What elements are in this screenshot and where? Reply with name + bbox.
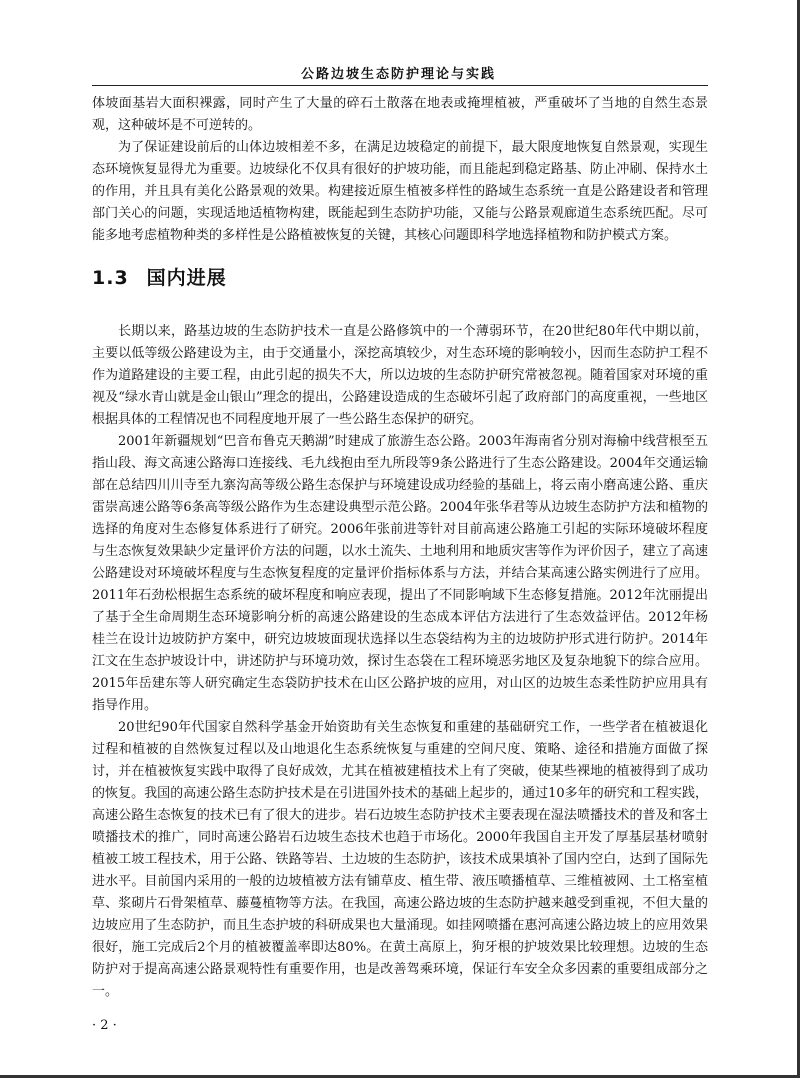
paragraph: 长期以来，路基边坡的生态防护技术一直是公路修筑中的一个薄弱环节，在20世纪80年代中期以前，主要以低等级公路建设为主，由于交通量小，深挖高填较少，对生态环境的影响较小，因而生态防护工程不作为道路建设的主要工程，由此引起的损失不大，所以边坡的生态防护研究常被忽视。随着国家对环境的重视及“绿水青山就是金山银山”理念的提出，公路建设造成的生态破坏引起了政府部门的高度重视，一些地区根据具体的工程情况也不同程度地开展了一些公路生态保护的研究。 <box>92 324 708 427</box>
running-header: 公路边坡生态防护理论与实践 <box>300 67 496 82</box>
section-title: 国内进展 <box>146 267 227 289</box>
paragraph: 2001年新疆规划“巴音布鲁克天鹅湖”时建成了旅游生态公路。2003年海南省分别对海榆中线营根至五指山段、海文高速公路海口连接线、毛九线抱由至九所段等9条公路进行了生态公路建设。2004年交通运输部在总结四川川寺至九寨沟高等级公路生态保护与环境建设成功经验的基础上，将云南小磨高速公路、重庆雷崇高速公路等6条高等级公路作为生态建设典型示范公路。2004年张华君等从边坡生态防护方法和植物的选择的角度对生态修复体系进行了研究。2006年张前进等针对目前高速公路施工引起的实际环境破坏程度与生态恢复效果缺少定量评价方法的问题，以水土流失、土地利用和地质灾害等作为评价因子，建立了高速公路建设对环境破坏程度与生态恢复程度的定量评价指标体系与方法，并结合某高速公路实例进行了应用。2011年石劲松根据生态系统的破坏程度和响应表现，提出了不同影响域下生态修复措施。2012年沈丽提出了基于全生命周期生态环境影响分析的高速公路建设的生态成本评估方法进行了生态效益评估。2012年杨桂兰在设计边坡防护方案中，研究边坡坡面现状选择以生态袋结构为主的边坡防护形式进行防护。2014年江文在生态护坡设计中，讲述防护与环境功效，探讨生态袋在工程环境恶劣地区及复杂地貌下的综合应用。2015年岳建东等人研究确定生态袋防护技术在山区公路护坡的应用，对山区的边坡生态柔性防护应用具有指导作用。 <box>92 434 708 713</box>
paragraph: 20世纪90年代国家自然科学基金开始资助有关生态恢复和重建的基础研究工作，一些学者在植被退化过程和植被的自然恢复过程以及山地退化生态系统恢复与重建的空间尺度、策略、途径和措施方面做了探讨，并在植被恢复实践中取得了良好成效，尤其在植被建植技术上有了突破，使某些裸地的植被得到了成功的恢复。我国的高速公路生态防护技术是在引进国外技术的基础上起步的，通过10多年的研究和工程实践，高速公路生态恢复的技术已有了很大的进步。岩石边坡生态防护技术主要表现在湿法喷播技术的普及和客土喷播技术的推广，同时高速公路岩石边坡生态技术也趋于市场化。2000年我国自主开发了厚基层基材喷射植被工坡工程技术，用于公路、铁路等岩、土边坡的生态防护，该技术成果填补了国内空白，达到了国际先进水平。目前国内采用的一般的边坡植被方法有铺草皮、植生带、液压喷播植草、三维植被网、土工格室植草、浆砌片石骨架植草、藤蔓植物等方法。在我国，高速公路边坡的生态防护越来越受到重视，不但大量的边坡应用了生态防护，而且生态护坡的科研成果也大量涌现。如挂网喷播在惠河高速公路边坡上的应用效果很好，施工完成后2个月的植被覆盖率即达80%。在黄土高原上，狗牙根的护坡效果比较理想。边坡的生态防护对于提高高速公路景观特性有重要作用，也是改善驾乘环境，保证行车安全众多因素的重要组成部分之一。 <box>92 720 708 999</box>
page-content <box>92 93 708 1003</box>
paragraph-continued: 体坡面基岩大面积裸露，同时产生了大量的碎石土散落在地表或掩埋植被，严重破坏了当地的自然生态景观，这种破坏是不可逆转的。 <box>92 96 708 133</box>
section-heading <box>92 247 708 321</box>
header-rule <box>92 85 708 86</box>
paragraph: 为了保证建设前后的山体边坡相差不多，在满足边坡稳定的前提下，最大限度地恢复自然景观，实现生态环境恢复显得尤为重要。边坡绿化不仅具有很好的护坡功能，而且能起到稳定路基、防止冲刷、保持水土的作用，并且具有美化公路景观的效果。构建接近原生植被多样性的路域生态系统一直是公路建设者和管理部门关心的问题，实现适地适植物构建，既能起到生态防护功能，又能与公路景观廊道生态系统匹配。尽可能多地考虑植物种类的多样性是公路植被恢复的关键，其核心问题即科学地选择植物和防护模式方案。 <box>92 140 708 243</box>
section-number: 1.3 <box>92 267 129 289</box>
page-number: · 2 · <box>92 1018 117 1033</box>
